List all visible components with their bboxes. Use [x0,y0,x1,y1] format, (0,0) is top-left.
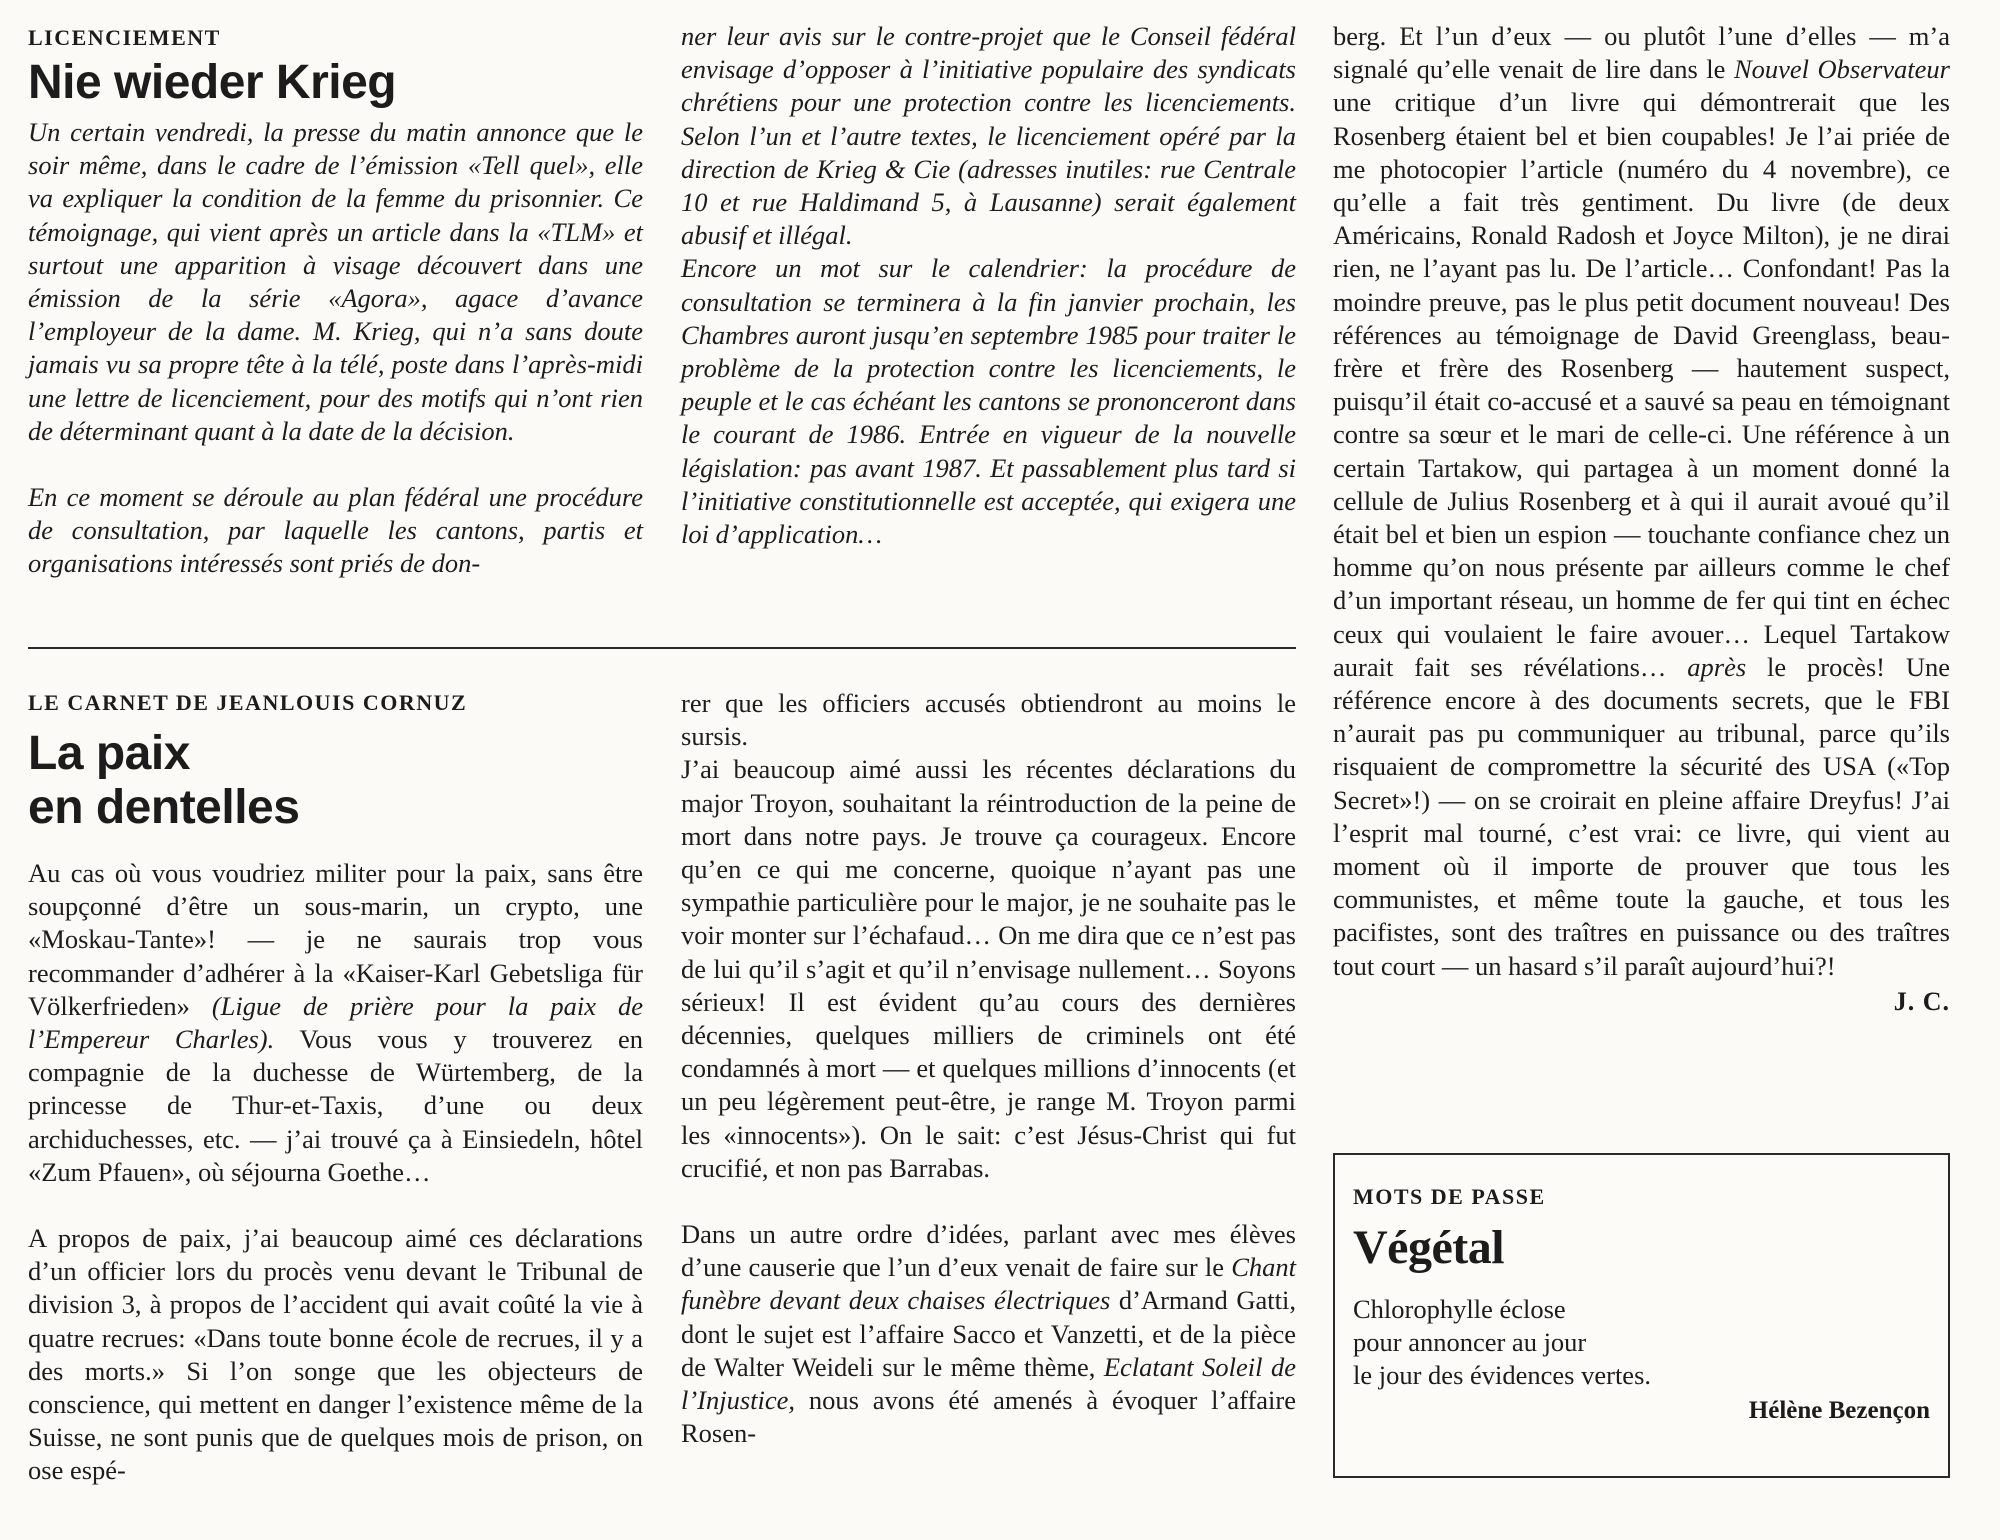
author-signature: J. C. [1893,986,1950,1016]
article2-paragraph: J’ai beaucoup aimé aussi les récentes déclarations du major Troyon, souhaitant la réintroduction de la peine de mort dans notre pays. Je trouve ça courageux. Encore qu’en ce qui me concerne, quoique n’ayant pas une sympathie particulière pour le major, je ne souhaite pas le voir monter sur l’échafaud… On me dira que ce n’est pas de lui qu’il s’agit et qu’il n’envisage nullement… Soyons sérieux! Il est évident qu’au cours des dernières décennies, quelques milliers de criminels ont été condamnés à mort — et quelques millions d’innocents (et un peu légèrement peut-être, je range M. Troyon parmi les «innocents»). On le sait: c’est Jésus-Christ qui fut crucifié, et non pas Barrabas. [681,754,1296,1183]
article2-paragraph [1333,20,1950,983]
section-divider [28,647,1296,649]
article2-col2 [681,687,1296,1450]
italic-run: (Ligue de prière pour la paix de l’Empereur Charles). [28,990,644,1055]
text-run: berg. Et l’un d’eux — ou plutôt l’une d’elles — m’a signalé qu’elle venait de lire dans le [1333,21,1950,85]
text-run: d’Armand Gatti, dont le sujet est l’affaire Sacco et Vanzetti, et de la pièce de Walter Weideli sur le même thème, [681,1285,1296,1382]
text-run: Vous vous y trouverez en compagnie de la duchesse de Würtemberg, de la princesse de Thur-et-Taxis, d’une ou deux archiduchesses, etc. — j’ai trouvé ça à Einsiedeln, hôtel «Zum Pfauen», où séjourna Goethe… [28,1024,643,1187]
article1-paragraph: Encore un mot sur le calendrier: la procédure de consultation se terminera à la fin janvier prochain, les Chambres auront jusqu’en septembre 1985 pour traiter le problème de la protection contre les licenciements, le peuple et le cas échéant les cantons se prononceront dans le courant de 1986. Entrée en vigueur de la nouvelle législation: pas avant 1987. Et passablement plus tard si l’initiative constitutionnelle est acceptée, qui exigera une loi d’application… [681,253,1296,550]
italic-run: Chant funèbre devant deux chaises électriques [681,1252,1296,1316]
italic-run: après [1687,651,1747,682]
poem-line: le jour des évidences vertes. [1353,1360,1652,1391]
article2-title-line: en dentelles [28,781,300,834]
article2-paragraph [681,1218,1296,1450]
box-title: Végétal [1353,1221,1505,1274]
text-run: Dans un autre ordre d’idées, parlant avec mes élèves d’une causerie que l’un d’eux venait de faire sur le [681,1219,1296,1283]
article1-paragraph: ner leur avis sur le contre-projet que le Conseil fédéral envisage d’opposer à l’initiative populaire des syndicats chrétiens pour une protection contre les licenciements. Selon l’un et l’autre textes, le licenciement opéré par la direction de Krieg & Cie (adresses inutiles: rue Centrale 10 et rue Haldimand 5, à Lausanne) serait également abusif et illégal. [681,21,1296,251]
article2-paragraph: A propos de paix, j’ai beaucoup aimé ces déclarations d’un officier lors du procès venu devant le Tribunal de division 3, à propos de l’accident qui avait coûté la vie à quatre recrues: «Dans toute bonne école de recrues, il y a des morts.» Si l’on songe que les objecteurs de conscience, qui mettent en danger l’existence même de la Suisse, ne sont punis que de quelques mois de prison, on ose espé- [28,1223,643,1486]
poem-box [1333,1153,1950,1478]
poem-author: Hélène Bezençon [1748,1396,1930,1424]
text-run: une critique d’un livre qui démontrerait que les Rosenberg étaient bel et bien coupables! Je l’ai priée de me photocopier l’article (numéro du 4 novembre), ce qu’elle a fait très gentiment. Du livre (de deux Américains, Ronald Radosh et Joyce Milton), je ne dirai rien, ne l’ayant pas lu. De l’article… Confondant! Pas la moindre preuve, pas le plus petit document nouveau! Des références au témoignage de David Greenglass, beau-frère et frère des Rosenberg — hautement suspect, puisqu’il était co-accusé et a sauvé sa peau en témoignant contre sa sœur et le mari de celle-ci. Une référence à un certain Tartakow, qui partagea à un moment donné la cellule de Julius Rosenberg et à qui il aurait avoué qu’il était bel et bien un espion — touchante confiance chez un homme qu’on nous présente par ailleurs comme le chef d’un important réseau, un homme de fer qui tint en échec ceux qui voulaient le faire avouer… Lequel Tartakow aurait fait ses révélations… [1333,87,1950,682]
box-kicker: MOTS DE PASSE [1353,1184,1546,1209]
article2-paragraph [28,857,643,1189]
text-run: Au cas où vous voudriez militer pour la paix, sans être soupçonné d’être un sous-marin, un crypto, une «Moskau-Tante»! — je ne saurais trop vous recommander d’adhérer à la «Kaiser-Karl Gebetsliga für Völkerfrieden» [28,858,643,1021]
article1-col1 [28,24,643,581]
article1-col2 [681,20,1296,551]
article1-kicker: LICENCIEMENT [28,25,221,50]
article1-paragraph: Un certain vendredi, la presse du matin annonce que le soir même, dans le cadre de l’émission «Tell quel», elle va expliquer la condition de la femme du prisonnier. Ce témoignage, qui vient après un article dans la «TLM» et surtout une apparition à visage découvert dans une émission de la série «Agora», agace d’avance l’employeur de la dame. M. Krieg, qui n’a sans doute jamais vu sa propre tête à la télé, poste dans l’après-midi une lettre de licenciement, pour des motifs qui n’ont rien de déterminant quant à la date de la décision. [28,117,643,446]
article2-col1 [28,689,643,1488]
article1-title: Nie wieder Krieg [28,56,397,109]
poem-line: Chlorophylle éclose [1353,1294,1566,1324]
article2-paragraph: rer que les officiers accusés obtiendront au moins le sursis. [681,688,1296,752]
article2-title [28,727,643,835]
italic-run: Eclatant Soleil de l’Injustice, [681,1351,1296,1416]
text-run: nous avons été amenés à évoquer l’affaire Rosen- [681,1385,1296,1449]
text-run: le procès! Une référence encore à des documents secrets, que le FBI n’aurait pas pu communiquer au tribunal, parce qu’ils risquaient de compromettre la sécurité des USA («Top Secret»!) — on se croirait en pleine affaire Dreyfus! J’ai l’esprit mal tourné, c’est vrai: ce livre, qui vient au moment où il importe de prouver que tous les communistes, et même toute la gauche, et tous les pacifistes, sont des traîtres en puissance ou des traîtres tout court — un hasard s’il paraît aujourd’hui?! [1333,651,1950,981]
poem-line: pour annoncer au jour [1353,1327,1587,1358]
article2-col3 [1333,20,1950,1017]
article2-title-line: La paix [28,727,190,780]
article1-paragraph: En ce moment se déroule au plan fédéral une procédure de consultation, par laquelle les cantons, partis et organisations intéressés sont priés de don- [28,482,643,579]
article2-kicker: LE CARNET DE JEANLOUIS CORNUZ [28,690,468,715]
italic-run: Nouvel Observateur [1733,54,1950,85]
